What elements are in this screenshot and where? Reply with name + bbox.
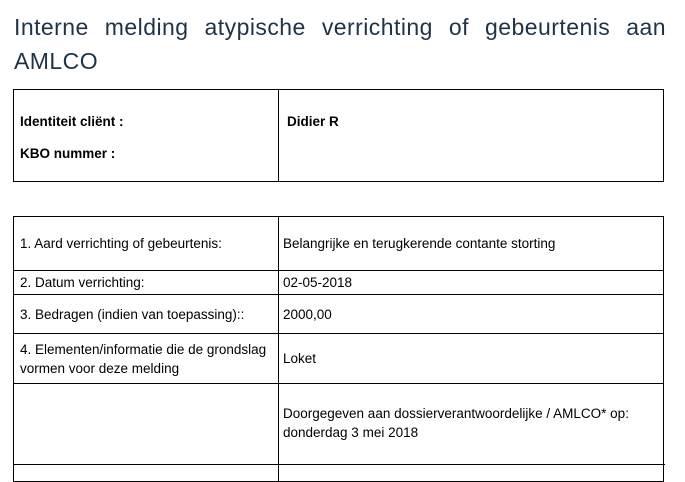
divider — [13, 464, 665, 465]
transaction-details-table — [13, 216, 664, 482]
client-values-cell — [279, 90, 664, 182]
row-value: Belangrijke en terugkerende contante storting — [279, 217, 664, 271]
row-label: 2. Datum verrichting: — [14, 271, 279, 295]
row-value: 2000,00 — [279, 295, 664, 334]
row-label: 3. Bedragen (indien van toepassing):: — [14, 295, 279, 334]
row-value: 02-05-2018 — [279, 271, 664, 295]
table-row — [14, 271, 664, 295]
table-row — [14, 384, 664, 482]
client-identity-value: Didier R — [287, 114, 339, 129]
table-row — [14, 217, 664, 271]
row-label: 1. Aard verrichting of gebeurtenis: — [14, 217, 279, 271]
row-value: Loket — [279, 334, 664, 384]
client-labels-cell — [14, 90, 279, 182]
kbo-number-label: KBO nummer : — [20, 146, 116, 161]
client-identity-label: Identiteit cliënt : — [20, 114, 124, 129]
row-label: 4. Elementen/informatie die de grondslag vormen voor deze melding — [14, 334, 279, 384]
document-title: Interne melding atypische verrichting of gebeurtenis aan AMLCO — [14, 14, 666, 74]
table-row — [14, 334, 664, 384]
row-label — [14, 384, 279, 482]
table-row — [14, 295, 664, 334]
client-identity-table — [13, 89, 664, 182]
row-value: Doorgegeven aan dossierverantwoordelijke / AMLCO* op: donderdag 3 mei 2018 — [279, 384, 664, 482]
